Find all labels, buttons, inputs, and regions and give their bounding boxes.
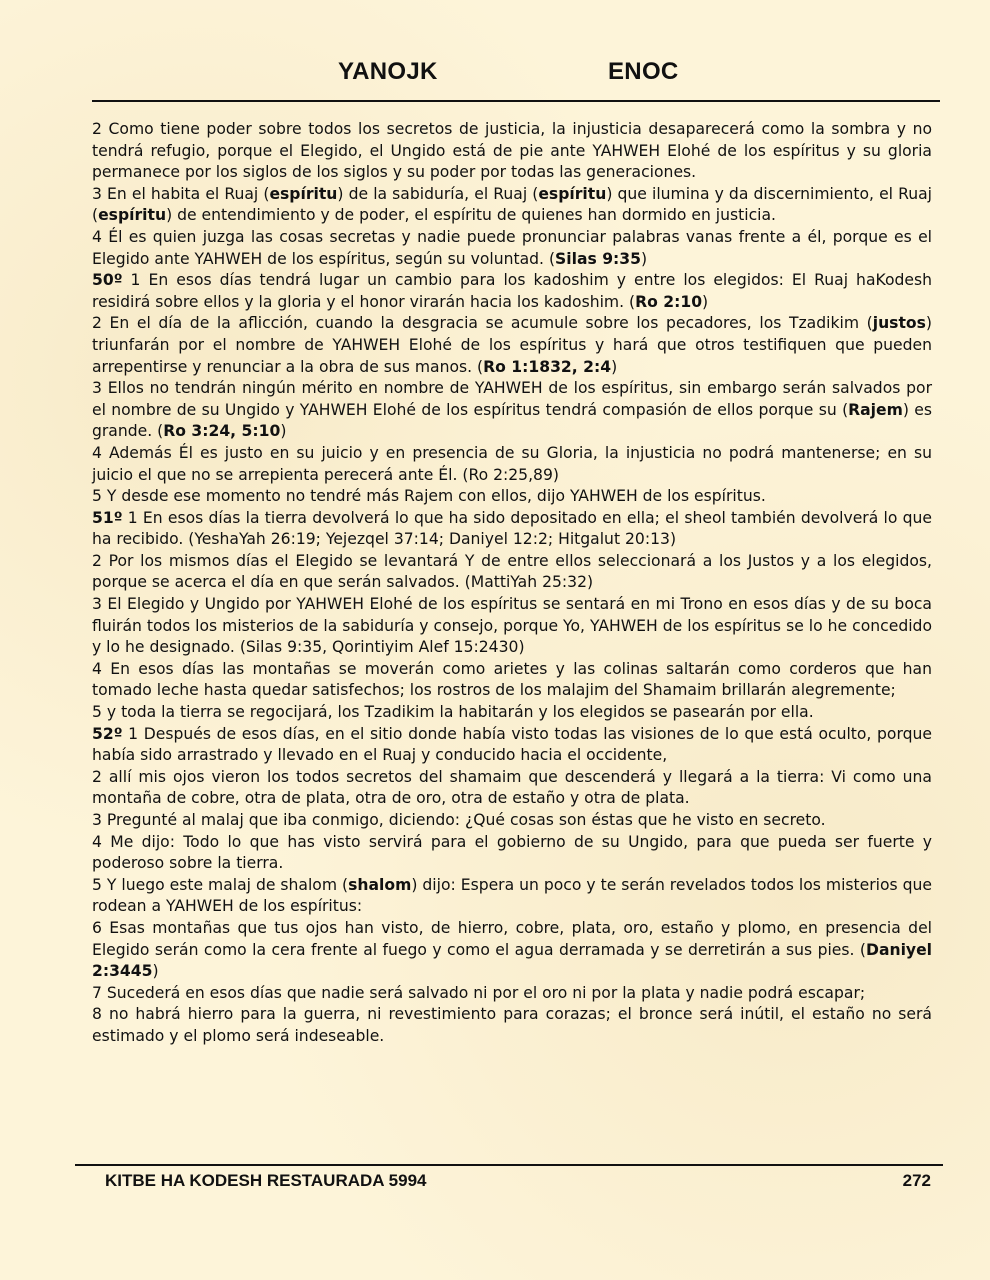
bold-text: 51º (92, 508, 123, 527)
text-run: ) de la sabiduría, el Ruaj ( (337, 184, 539, 203)
bold-text: Ro 2:10 (635, 292, 703, 311)
bold-text: 50º (92, 271, 123, 290)
bold-text: Rajem (848, 400, 903, 419)
text-run: ) (152, 962, 159, 981)
text-run: 2 Por los mismos días el Elegido se levantará Y de entre ellos seleccionará a los Justos y a los elegidos, porque se acerca el día en que serán salvados. (MattiYah 25:32) (92, 551, 932, 592)
verse-paragraph (92, 227, 932, 270)
verse-paragraph (92, 767, 932, 810)
text-run: ) (280, 422, 287, 441)
text-run: 4 Él es quien juzga las cosas secretas y nadie puede pronunciar palabras vanas frente a él, porque es el Elegido ante YAHWEH de los espíritus, según su voluntad. ( (92, 227, 932, 268)
text-run: 4 Además Él es justo en su juicio y en presencia de su Gloria, la injusticia no podrá mantenerse; en su juicio el que no se arrepienta perecerá ante Él. (Ro 2:25,89) (92, 443, 932, 484)
bold-text: espíritu (269, 184, 338, 203)
verse-paragraph (92, 313, 932, 378)
text-run: ) (611, 357, 618, 376)
bold-text: Silas 9:35 (555, 249, 641, 268)
text-run: ) dijo: Espera un poco y te serán revelados todos los misterios que rodean a YAHWEH de los espíritus: (92, 875, 932, 916)
bold-text: espíritu (98, 206, 167, 225)
text-run: ) de entendimiento y de poder, el espíritu de quienes han dormido en justicia. (166, 206, 777, 225)
text-run: 8 no habrá hierro para la guerra, ni revestimiento para corazas; el bronce será inútil, el estaño no será estimado y el plomo será indeseable. (92, 1005, 932, 1045)
verse-paragraph (92, 551, 932, 594)
verse-paragraph (92, 119, 932, 184)
footer-book-title: KITBE HA KODESH RESTAURADA 5994 (105, 1171, 427, 1190)
text-run: 2 En el día de la aflicción, cuando la desgracia se acumule sobre los pecadores, los Tzadikim ( (92, 314, 873, 333)
text-run: 3 Pregunté al malaj que iba conmigo, diciendo: ¿Qué cosas son éstas que he visto en secreto. (92, 811, 826, 829)
verse-paragraph (92, 983, 932, 1005)
header-title-right: ENOC (608, 58, 679, 85)
text-run: 5 y toda la tierra se regocijará, los Tzadikim la habitarán y los elegidos se pasearán por ella. (92, 703, 814, 722)
verse-paragraph (92, 832, 932, 875)
verse-paragraph (92, 702, 932, 724)
verse-paragraph (92, 659, 932, 702)
footer-divider (75, 1164, 943, 1166)
page-footer (105, 1171, 931, 1191)
text-run: ) que ilumina y da discernimiento, el Ruaj ( (92, 184, 932, 225)
body-text (92, 119, 932, 1048)
text-run: 1 Después de esos días, en el sitio donde había visto todas las visiones de lo que está oculto, porque había sido arrastrado y llevado en el Ruaj y conducido hacia el occidente, (92, 724, 932, 765)
verse-paragraph (92, 594, 932, 659)
text-run: ) triunfarán por el nombre de YAHWEH Elohé de los espíritus y hará que otros testifiquen que pueden arrepentirse y renunciar a la obra de sus manos. ( (92, 314, 932, 376)
page-header (92, 58, 940, 98)
verse-paragraph (92, 378, 932, 443)
verse-paragraph (92, 724, 932, 767)
bold-text: 52º (92, 724, 123, 743)
text-run: 1 En esos días la tierra devolverá lo que ha sido depositado en ella; el sheol también devolverá lo que ha recibido. (YeshaYah 26:19; Yejezqel 37:14; Daniyel 12:2; Hitgalut 20:13) (92, 508, 932, 549)
text-run: ) es grande. ( (92, 400, 932, 441)
verse-paragraph (92, 918, 932, 983)
verse-paragraph (92, 270, 932, 313)
text-run: 7 Sucederá en esos días que nadie será salvado ni por el oro ni por la plata y nadie podrá escapar; (92, 983, 866, 1002)
text-run: 6 Esas montañas que tus ojos han visto, de hierro, cobre, plata, oro, estaño y plomo, en presencia del Elegido serán como la cera frente al fuego y como el agua derramada y se derretirán a sus pies. ( (92, 918, 932, 959)
text-run: ) (702, 292, 709, 311)
page-number: 272 (902, 1171, 931, 1190)
verse-paragraph (92, 875, 932, 918)
verse-paragraph (92, 810, 932, 832)
text-run: 3 En el habita el Ruaj ( (92, 184, 270, 203)
bold-text: justos (872, 314, 926, 333)
verse-paragraph (92, 443, 932, 486)
text-run: 3 Ellos no tendrán ningún mérito en nombre de YAHWEH de los espíritus, sin embargo serán salvados por el nombre de su Ungido y YAHWEH Elohé de los espíritus tendrá compasión de ellos porque su ( (92, 379, 932, 419)
header-title-left: YANOJK (338, 58, 438, 85)
text-run: 5 Y luego este malaj de shalom ( (92, 875, 349, 894)
bold-text: Daniyel 2:3445 (92, 940, 932, 981)
header-divider (92, 100, 940, 102)
text-run: 4 En esos días las montañas se moverán como arietes y las colinas saltarán como corderos que han tomado leche hasta quedar satisfechos; los rostros de los malajim del Shamaim brillarán alegremente; (92, 659, 932, 700)
text-run: 3 El Elegido y Ungido por YAHWEH Elohé de los espíritus se sentará en mi Trono en esos días y de su boca fluirán todos los misterios de la sabiduría y consejo, porque Yo, YAHWEH de los espíritus se lo he concedido y lo he designado. (Silas 9:35, Qorintiyim Alef 15:2430) (92, 595, 932, 657)
text-run: ) (641, 249, 648, 268)
bold-text: Ro 1:1832, 2:4 (483, 357, 612, 376)
text-run: 2 Como tiene poder sobre todos los secretos de justicia, la injusticia desaparecerá como la sombra y no tendrá refugio, porque el Elegido, el Ungido está de pie ante YAHWEH Elohé de los espíritus y su gloria permanece por los siglos de los siglos y su poder por todas las generaciones. (92, 120, 932, 182)
text-run: 2 allí mis ojos vieron los todos secretos del shamaim que descenderá y llegará a la tierra: Vi como una montaña de cobre, otra de plata, otra de oro, otra de estaño y otra de plata. (92, 767, 932, 808)
text-run: 1 En esos días tendrá lugar un cambio para los kadoshim y entre los elegidos: El Ruaj haKodesh residirá sobre ellos y la gloria y el honor virarán hacia los kadoshim. ( (92, 271, 932, 311)
verse-paragraph (92, 1004, 932, 1047)
verse-paragraph (92, 508, 932, 551)
text-run: 4 Me dijo: Todo lo que has visto servirá para el gobierno de su Ungido, para que pueda ser fuerte y poderoso sobre la tierra. (92, 832, 932, 873)
verse-paragraph (92, 486, 932, 508)
bold-text: espíritu (538, 184, 607, 203)
bold-text: shalom (348, 875, 412, 894)
bold-text: Ro 3:24, 5:10 (163, 422, 281, 441)
verse-paragraph (92, 184, 932, 227)
text-run: 5 Y desde ese momento no tendré más Rajem con ellos, dijo YAHWEH de los espíritus. (92, 487, 766, 506)
